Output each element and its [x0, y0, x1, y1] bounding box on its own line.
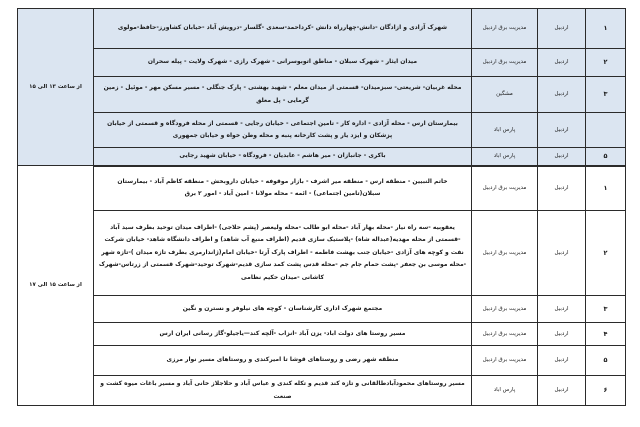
table-row [18, 77, 626, 113]
areas-cell: مسیر روستاهای محمودآبادطالقانی و تازه کند قدیم و تکله کندی و عباس آباد و حلاجلاز خانی آباد و مسیر باغات میوه کشت و صنعت [94, 376, 472, 406]
org-cell: مدیریت برق اردبیل [472, 346, 538, 376]
areas-cell: یعقوبیه -سه راه نیار -محله بهار آباد -محله ابو طالب -محله ولیعصر (پشم حلاجی) -اطراف میدان توحید بطرف سید آباد -قسمتی از محله مهدیه(عبداله شاه) -پلاستیک سازی قدیم (اطراف منبع آب شاهد) و اطراف دانشگاه شاهد- خیابان شرکت نفت و کوچه های آزادی -خیابان جنب بهشت فاطمه - اطراف پارک آرتا -خیابان امام(ژاندارمری بطرف تازه میدان )-تازه شهر -محله موسی بن جعفر -پشت حمام جام جم -محله قدس پشت کمد سازی قدیم-شهرک توحید-شهرک قسمتی از زرتاس-شهرک کاشانی -میدان حکیم نظامی [94, 211, 472, 296]
areas-cell: خاتم النبیین - منطقه ارس - منطقه میر اشرف - بازار موقوفه - خیابان داروبخش - منطقه کاظم آباد - بیمارستان سبلان(تامین اجتماعی) - ائمه - محله مولانا - امین آباد - امور ۲ برق [94, 166, 472, 211]
row-number: ۳ [586, 296, 626, 323]
table-row [18, 346, 626, 376]
areas-cell: شهرک آزادی و ازادگان -دانش-چهارراه دانش -کرداحمد-سعدی -گلسار -درویش آباد -خیابان کشاورز-حافظ-مولوی [94, 9, 472, 49]
city-cell: اردبیل [538, 211, 586, 296]
org-cell: مدیریت برق اردبیل [472, 49, 538, 77]
row-number: ۴ [586, 323, 626, 346]
row-number [586, 113, 626, 148]
row-number: ۵ [586, 346, 626, 376]
city-cell: اردبیل [538, 296, 586, 323]
org-cell: مدیریت برق اردبیل [472, 323, 538, 346]
table-row [18, 211, 626, 296]
city-cell: اردبیل [538, 346, 586, 376]
city-cell: اردبیل [538, 166, 586, 211]
row-number: ۱ [586, 166, 626, 211]
org-cell: مدیریت برق اردبیل [472, 296, 538, 323]
areas-cell: منطقه شهر رضی و روستاهای قوشا تا امیرکندی و روستاهای مسیر نوار مرزی [94, 346, 472, 376]
row-number: ۵ [586, 148, 626, 166]
org-cell: پارس اباد [472, 376, 538, 406]
areas-cell: محله غربیان- شریعتی- سبزمیدان- قسمتی از میدان معلم - شهید بهشتی - پارک جنگلی - مسیر مسکن مهر - موئیل - زمین گرمایی - پل معلق [94, 77, 472, 113]
areas-cell: مسیر روستا های دولت اباد- یزن آباد -انزاب -آلچه کند—یاجیلو-گاز رسانی ایران ارس [94, 323, 472, 346]
areas-cell: باکری - جانبازان - میر هاشم - عابدیان - فرودگاه - خیابان شهید رجایی [94, 148, 472, 166]
row-number: ۳ [586, 77, 626, 113]
time-range-cell: از ساعت ۱۵ الی ۱۷ [18, 166, 94, 406]
row-number: ۶ [586, 376, 626, 406]
org-cell: پارس اباد [472, 148, 538, 166]
city-cell: اردبیل [538, 323, 586, 346]
row-number: ۲ [586, 211, 626, 296]
areas-cell: میدان ایثار - شهرک سبلان - مناطق اتوبوسرانی - شهرک رازی - شهرک ولایت - پیله سحران [94, 49, 472, 77]
areas-cell: بیمارستان ارس - محله آزادی - اداره کار - تامین اجتماعی - خیابان رجایی - قسمتی از محله فرودگاه و قسمتی از خیابان پزشکان و ایزد یار و پشت کارخانه پنبه و محله وطن خواه و خیابان جمهوری [94, 113, 472, 148]
org-cell: مشگین [472, 77, 538, 113]
row-number: ۲ [586, 49, 626, 77]
table-row [18, 9, 626, 49]
row-number: ۱ [586, 9, 626, 49]
org-cell: مدیریت برق اردبیل [472, 211, 538, 296]
org-cell: مدیریت برق اردبیل [472, 166, 538, 211]
table-row [18, 323, 626, 346]
outage-schedule-sheet [17, 8, 625, 406]
org-cell: پارس اباد [472, 113, 538, 148]
org-cell: مدیریت برق اردبیل [472, 9, 538, 49]
city-cell: اردبیل [538, 148, 586, 166]
city-cell: اردبیل [538, 113, 586, 148]
table-row [18, 296, 626, 323]
table-row [18, 148, 626, 166]
city-cell: اردبیل [538, 9, 586, 49]
outage-schedule-table [17, 8, 626, 406]
areas-cell: مجتمع شهرک اداری کارشناسان - کوچه های نیلوفر و نسترن و نگین [94, 296, 472, 323]
table-row [18, 166, 626, 211]
table-row [18, 113, 626, 148]
time-range-cell: از ساعت ۱۳ الی ۱۵ [18, 9, 94, 166]
city-cell: اردبیل [538, 77, 586, 113]
city-cell: اردبیل [538, 49, 586, 77]
city-cell: اردبیل [538, 376, 586, 406]
table-row [18, 49, 626, 77]
table-row [18, 376, 626, 406]
